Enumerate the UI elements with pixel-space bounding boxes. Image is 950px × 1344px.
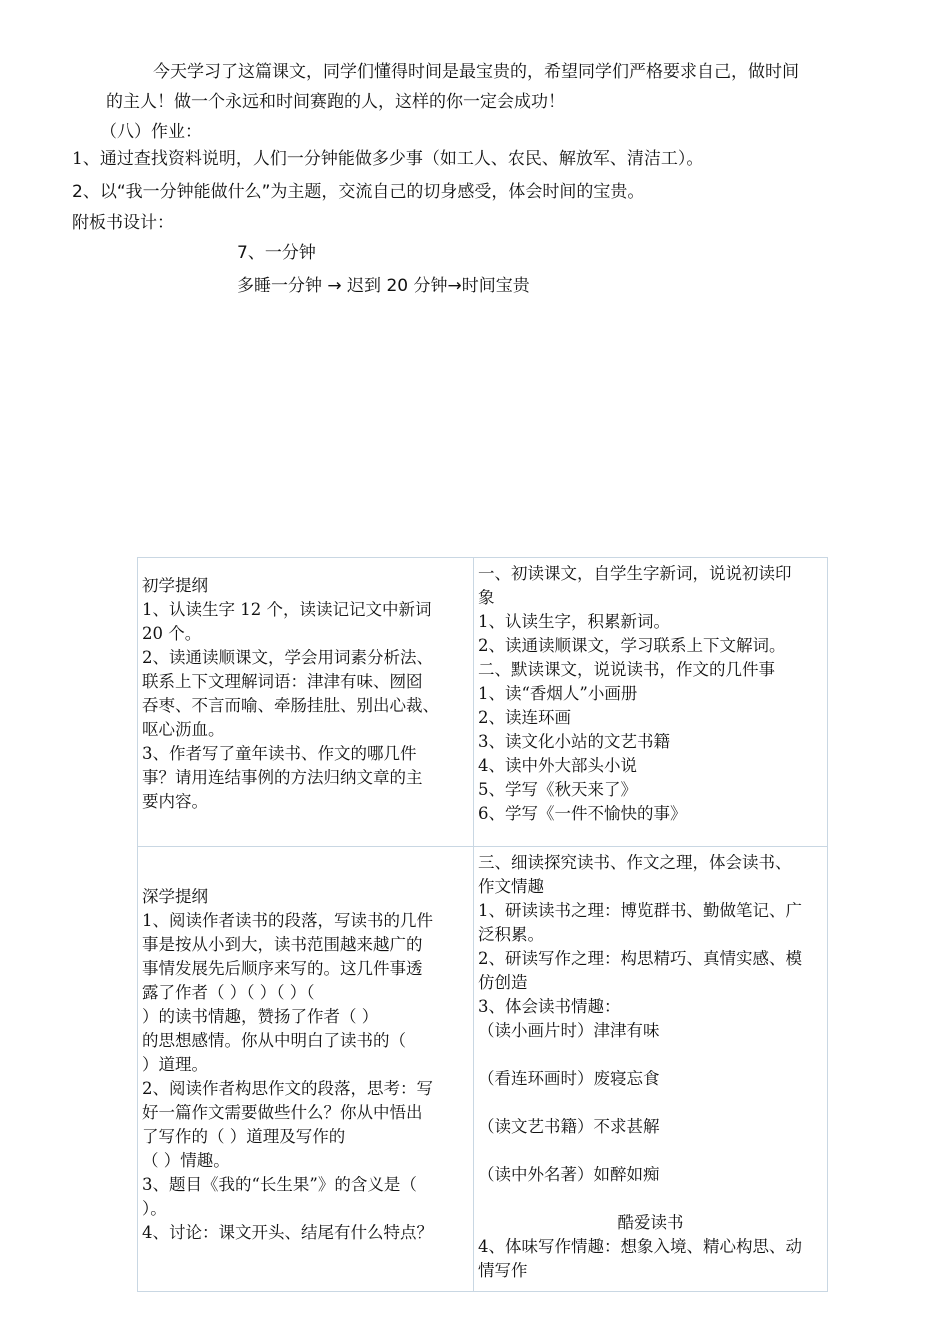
- cell-line: 联系上下文理解词语：津津有味、囫囵: [142, 672, 423, 691]
- spacer: [478, 1043, 823, 1067]
- cell-line: 深学提纲: [142, 887, 208, 906]
- homework-item-2: 2、以“我一分钟能做什么”为主题，交流自己的切身感受，体会时间的宝贵。: [72, 182, 645, 202]
- cell-line: 仿创造: [478, 973, 528, 992]
- cell-line: 2、读连环画: [478, 708, 571, 727]
- cell-line: 2、阅读作者构思作文的段落，思考：写: [142, 1079, 433, 1098]
- cell-line: 泛积累。: [478, 925, 544, 944]
- cell-line: 4、体味写作情趣：想象入境、精心构思、动: [478, 1237, 802, 1256]
- cell-line: 2、研读写作之理：构思精巧、真情实感、模: [478, 949, 802, 968]
- cell-line: 2、读通读顺课文，学习联系上下文解词。: [478, 636, 786, 655]
- cell-line: 事情发展先后顺序来写的。这几件事透: [142, 959, 423, 978]
- table-row: [138, 847, 828, 1292]
- spacer: [478, 1139, 823, 1163]
- deep-outline-cell: [138, 847, 474, 1292]
- cell-line: 3、题目《我的“长生果”》的含义是（: [142, 1175, 417, 1194]
- cell-line: （ ）情趣。: [142, 1151, 230, 1170]
- cell-line: 2、读通读顺课文，学会用词素分析法、: [142, 648, 433, 667]
- cell-line: ）的读书情趣，赞扬了作者（ ）: [142, 1007, 379, 1026]
- cell-line: 初学提纲: [142, 576, 208, 595]
- cell-line: 1、研读读书之理：博览群书、勤做笔记、广: [478, 901, 802, 920]
- reading-interest-line: （读小画片时）津津有味: [478, 1021, 660, 1040]
- cell-line: 作文情趣: [478, 877, 544, 896]
- cell-line: 事？请用连结事例的方法归纳文章的主: [142, 768, 423, 787]
- cell-line: 象: [478, 588, 495, 607]
- lesson-outline-table: [137, 557, 828, 1292]
- cell-line: 事是按从小到大，读书范围越来越广的: [142, 935, 423, 954]
- board-title: 7、一分钟: [237, 243, 316, 263]
- board-line: 多睡一分钟 → 迟到 20 分钟→时间宝贵: [237, 276, 530, 296]
- cell-line: 1、认读生字 12 个，读读记记文中新词: [142, 600, 432, 619]
- cell-line: ）道理。: [142, 1055, 208, 1074]
- cell-line: 5、学写《秋天来了》: [478, 780, 637, 799]
- cell-line: 要内容。: [142, 792, 208, 811]
- cell-line: 4、读中外大部头小说: [478, 756, 637, 775]
- reading-interest-line: （读文艺书籍）不求甚解: [478, 1117, 660, 1136]
- cell-line: 呕心沥血。: [142, 720, 225, 739]
- spacer: [478, 1091, 823, 1115]
- first-reading-steps-cell: [474, 558, 828, 847]
- cell-line: ）。: [142, 1199, 167, 1218]
- cell-line: 二、默读课文，说说读书，作文的几件事: [478, 660, 775, 679]
- homework-heading: （八）作业：: [100, 122, 202, 142]
- cell-line: 了写作的（ ）道理及写作的: [142, 1127, 346, 1146]
- cell-line: 20 个。: [142, 624, 202, 643]
- cell-line: 3、体会读书情趣：: [478, 997, 621, 1016]
- cell-line: 3、作者写了童年读书、作文的哪几件: [142, 744, 417, 763]
- cell-line: 6、学写《一件不愉快的事》: [478, 804, 687, 823]
- table-row: [138, 558, 828, 847]
- cell-line: 1、阅读作者读书的段落，写读书的几件: [142, 911, 433, 930]
- reading-interest-line: （看连环画时）废寝忘食: [478, 1069, 660, 1088]
- cell-line: 1、认读生字，积累新词。: [478, 612, 670, 631]
- cell-line: 1、读“香烟人”小画册: [478, 684, 638, 703]
- cell-line: 露了作者（ ）（ ）（ ）（: [142, 983, 315, 1002]
- homework-item-1: 1、通过查找资料说明，人们一分钟能做多少事（如工人、农民、解放军、清洁工）。: [72, 149, 704, 169]
- summary-line-1: 今天学习了这篇课文，同学们懂得时间是最宝贵的，希望同学们严格要求自己，做时间: [153, 62, 799, 82]
- spacer: [478, 1187, 823, 1211]
- cell-line: 吞枣、不言而喻、牵肠挂肚、别出心裁、: [142, 696, 439, 715]
- cell-line: 4、讨论：课文开头、结尾有什么特点？: [142, 1223, 433, 1242]
- cell-line: 的思想感情。你从中明白了读书的（: [142, 1031, 406, 1050]
- cell-line: 好一篇作文需要做些什么？你从中悟出: [142, 1103, 423, 1122]
- summary-line-2: 的主人！做一个永远和时间赛跑的人，这样的你一定会成功！: [106, 92, 565, 112]
- beginner-outline-cell: [138, 558, 474, 847]
- cell-line: 3、读文化小站的文艺书籍: [478, 732, 670, 751]
- cell-line: 一、初读课文，自学生字新词，说说初读印: [478, 564, 792, 583]
- reading-interest-line: （读中外名著）如醉如痴: [478, 1165, 660, 1184]
- cell-line: 情写作: [478, 1261, 528, 1280]
- cell-line: 三、细读探究读书、作文之理，体会读书、: [478, 853, 792, 872]
- close-reading-steps-cell: [474, 847, 828, 1292]
- reading-summary: 酷爱读书: [617, 1213, 684, 1232]
- board-heading: 附板书设计：: [72, 213, 174, 233]
